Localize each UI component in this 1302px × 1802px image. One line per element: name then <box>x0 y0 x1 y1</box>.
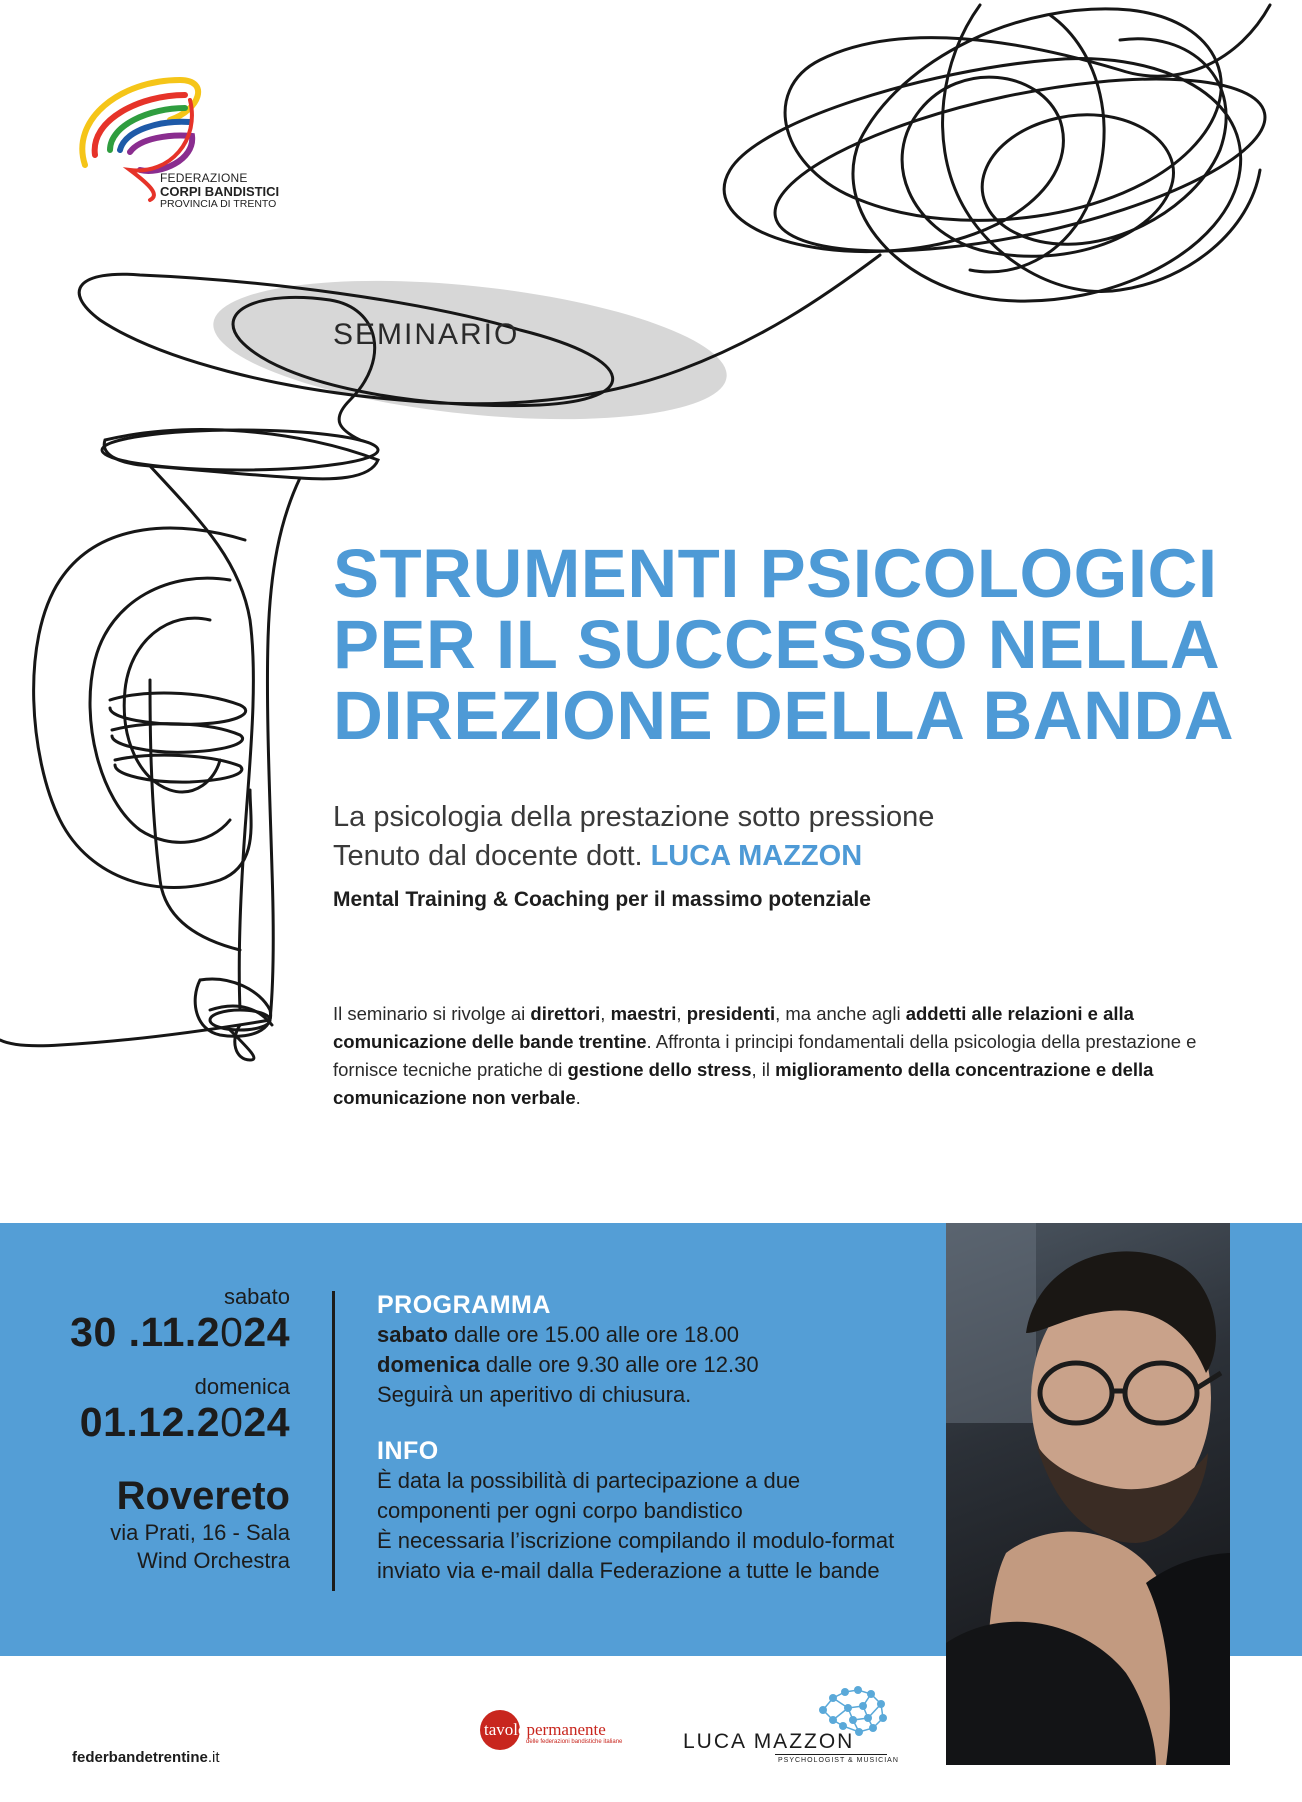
title-line-2: PER IL SUCCESSO NELLA <box>333 606 1221 683</box>
title-line-3: DIREZIONE DELLA BANDA <box>333 677 1235 754</box>
url-tld: .it <box>207 1749 220 1766</box>
page-title <box>333 535 1283 754</box>
desc-text: , ma anche agli <box>775 1003 906 1024</box>
info-line-2: componenti per ogni corpo bandistico <box>377 1498 743 1523</box>
tavolo-logo-sub: delle federazioni bandistiche italiane <box>526 1739 623 1745</box>
program-time: dalle ore 9.30 alle ore 12.30 <box>479 1352 759 1377</box>
tavolo-permanente-logo <box>480 1708 650 1758</box>
speaker-name: LUCA MAZZON <box>650 840 863 872</box>
date-1-part: 0 <box>220 1309 244 1355</box>
program-time: dalle ore 15.00 alle ore 18.00 <box>447 1322 740 1347</box>
tavolo-word: tavolo <box>484 1720 527 1739</box>
desc-text: , il <box>751 1059 776 1080</box>
tangle-scribble <box>724 5 1279 301</box>
desc-text: Il seminario si rivolge ai <box>333 1003 531 1024</box>
desc-text: . <box>575 1087 581 1108</box>
info-heading: INFO <box>377 1437 439 1465</box>
program-row-2 <box>377 1350 917 1380</box>
logo-rule <box>775 1754 887 1755</box>
event-dates <box>20 1285 290 1575</box>
tavolo-logo-text <box>484 1720 606 1740</box>
date-2-part: 0 <box>220 1399 244 1445</box>
address-line-2: Wind Orchestra <box>137 1548 290 1573</box>
title-line-1: STRUMENTI PSICOLOGICI <box>333 535 1218 612</box>
url-domain: federbandetrentine <box>72 1749 208 1766</box>
subtitle: La psicologia della prestazione sotto pressione <box>333 801 935 833</box>
desc-text: , <box>676 1003 687 1024</box>
program-section <box>377 1290 917 1586</box>
program-note: Seguirà un aperitivo di chiusura. <box>377 1382 692 1407</box>
desc-bold: presidenti <box>686 1003 776 1024</box>
program-day: domenica <box>377 1352 480 1377</box>
program-day: sabato <box>377 1322 448 1347</box>
program-heading: PROGRAMMA <box>377 1291 551 1319</box>
luca-mazzon-logo <box>683 1680 923 1770</box>
day-2-label: domenica <box>194 1374 290 1399</box>
date-1-part: 24 <box>243 1309 290 1355</box>
tagline: Mental Training & Coaching per il massimo potenziale <box>333 888 871 911</box>
speaker-portrait-illustration <box>946 1223 1230 1765</box>
permanente-word: permanente <box>526 1720 606 1739</box>
date-2 <box>20 1399 290 1445</box>
desc-bold: direttori <box>530 1003 601 1024</box>
city: Rovereto <box>116 1474 290 1518</box>
tuba-drawing <box>0 430 378 1060</box>
date-1 <box>20 1309 290 1355</box>
date-2-part: 24 <box>243 1399 290 1445</box>
logo-line-1: FEDERAZIONE <box>160 171 248 185</box>
desc-bold: addetti alle relazioni e alla comunicazione delle bande trentine <box>333 1003 1134 1052</box>
federation-logo-text <box>160 172 279 211</box>
desc-text: . Affronta i principi fondamentali della psicologia della prestazione e fornisce tecniche pratiche di <box>333 1031 1197 1080</box>
speaker-photo <box>946 1223 1230 1765</box>
date-1-part: 30 .11.2 <box>70 1309 221 1355</box>
info-line-1: È data la possibilità di partecipazione a due <box>377 1468 801 1493</box>
info-line-4: inviato via e-mail dalla Federazione a tutte le bande <box>377 1558 880 1583</box>
website-link[interactable] <box>72 1749 220 1766</box>
desc-text: , <box>600 1003 611 1024</box>
program-row-1 <box>377 1320 917 1350</box>
speaker-prefix: Tenuto dal docente dott. <box>333 840 643 872</box>
luca-mazzon-name: LUCA MAZZON <box>683 1730 855 1753</box>
logo-line-3: PROVINCIA DI TRENTO <box>160 198 277 210</box>
speaker-line <box>333 840 862 873</box>
divider <box>332 1291 335 1591</box>
address-line-1: via Prati, 16 - Sala <box>110 1520 290 1545</box>
luca-mazzon-tagline: PSYCHOLOGIST & MUSICIAN <box>778 1757 899 1764</box>
info-line-3: È necessaria l’iscrizione compilando il modulo-format <box>377 1528 895 1553</box>
desc-bold: maestri <box>610 1003 677 1024</box>
description <box>333 1000 1233 1112</box>
day-1-label: sabato <box>223 1284 290 1309</box>
logo-line-2: CORPI BANDISTICI <box>160 184 280 199</box>
date-2-part: 01.12.2 <box>79 1399 221 1445</box>
desc-bold: miglioramento della concentrazione e della comunicazione non verbale <box>333 1059 1154 1108</box>
desc-bold: gestione dello stress <box>567 1059 752 1080</box>
seminar-label: SEMINARIO <box>333 318 520 351</box>
